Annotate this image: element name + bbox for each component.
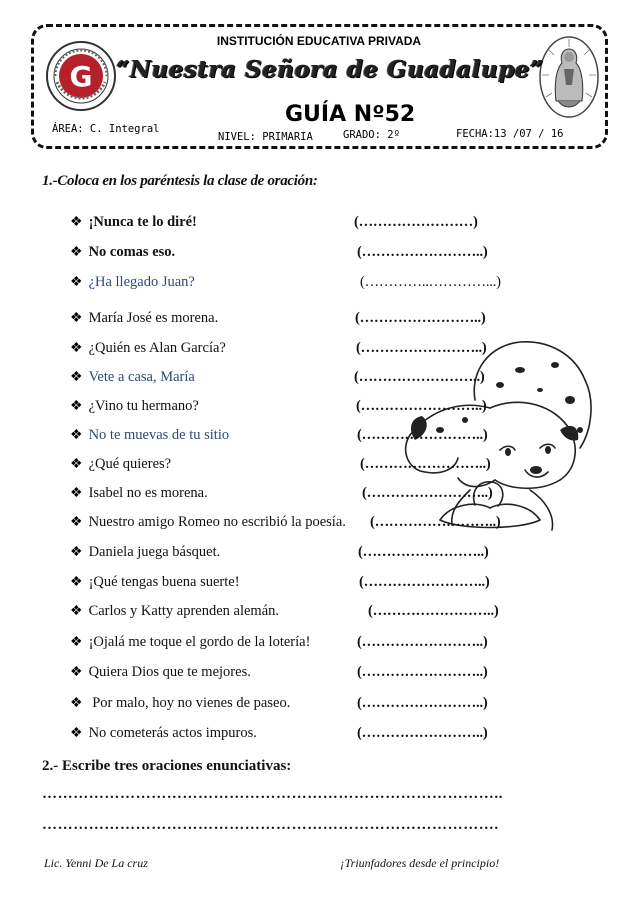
diamond-bullet-icon: ❖ [70, 575, 83, 590]
diamond-bullet-icon: ❖ [70, 245, 83, 260]
answer-blank: (……………………..) [359, 574, 490, 590]
motto: ¡Triunfadores desde el principio! [340, 856, 500, 870]
list-item: ❖ Carlos y Katty aprenden alemán. [70, 603, 280, 619]
answer-blank: (……………………..) [358, 544, 489, 560]
diamond-bullet-icon: ❖ [70, 275, 83, 290]
answer-blank: (……………………..) [357, 244, 488, 260]
list-item: ❖ No comas eso. [70, 244, 176, 260]
list-item: ❖ Vete a casa, María [70, 369, 195, 385]
guide-title: GUÍA Nº52 [285, 102, 416, 127]
diamond-bullet-icon: ❖ [70, 515, 83, 530]
answer-blank: (……………………..) [357, 634, 488, 650]
diamond-bullet-icon: ❖ [70, 635, 83, 650]
list-item: ❖ Quiera Dios que te mejores. [70, 664, 251, 680]
list-item: ❖ ¡Ojalá me toque el gordo de la lotería! [70, 634, 311, 650]
answer-blank: (……………………..) [360, 456, 491, 472]
diamond-bullet-icon: ❖ [70, 215, 83, 230]
answer-blank: (……………………..) [357, 695, 488, 711]
answer-blank: (……………………..) [356, 398, 487, 414]
teacher-name: Lic. Yenni De La cruz [44, 856, 148, 870]
list-item: ❖ ¿Vino tu hermano? [70, 398, 199, 414]
list-item: ❖ ¿Ha llegado Juan? [70, 274, 195, 290]
list-item: ❖ ¡Nunca te lo diré! [70, 214, 197, 230]
answer-blank: (……………………..) [357, 725, 488, 741]
diamond-bullet-icon: ❖ [70, 696, 83, 711]
diamond-bullet-icon: ❖ [70, 665, 83, 680]
list-item: ❖ ¡Qué tengas buena suerte! [70, 574, 240, 590]
writing-line-2: ……………………………………………………………………………. [42, 817, 499, 833]
list-item: ❖ ¿Quién es Alan García? [70, 340, 226, 356]
answer-blank: (……………………..) [354, 369, 485, 385]
answer-blank: (…………..…………...) [360, 274, 501, 290]
answer-blank: (……………………) [354, 214, 478, 230]
date-label: FECHA:13 /07 / 16 [456, 128, 564, 140]
list-item: ❖ María José es morena. [70, 310, 219, 326]
level-label: NIVEL: PRIMARIA [218, 131, 313, 143]
list-item: ❖ ¿Qué quieres? [70, 456, 172, 472]
diamond-bullet-icon: ❖ [70, 311, 83, 326]
diamond-bullet-icon: ❖ [70, 457, 83, 472]
diamond-bullet-icon: ❖ [70, 428, 83, 443]
list-item: ❖ Daniela juega básquet. [70, 544, 221, 560]
diamond-bullet-icon: ❖ [70, 399, 83, 414]
school-name: “Nuestra Señora de Guadalupe” [116, 56, 544, 83]
diamond-bullet-icon: ❖ [70, 370, 83, 385]
section2-title: 2.- Escribe tres oraciones enunciativas: [42, 758, 292, 774]
diamond-bullet-icon: ❖ [70, 341, 83, 356]
answer-blank: (……………………..) [357, 427, 488, 443]
area-label: ÁREA: C. Integral [52, 123, 160, 135]
writing-line-1: …………………………………………………………………………….. [42, 786, 504, 802]
answer-blank: (……………………..) [357, 664, 488, 680]
diamond-bullet-icon: ❖ [70, 486, 83, 501]
section1-title: 1.-Coloca en los paréntesis la clase de oración: [42, 173, 318, 189]
list-item: ❖ No cometerás actos impuros. [70, 725, 257, 741]
institution-name: INSTITUCIÓN EDUCATIVA PRIVADA [216, 34, 422, 48]
diamond-bullet-icon: ❖ [70, 545, 83, 560]
answer-blank: (……………………..) [362, 485, 493, 501]
answer-blank: (……………………..) [370, 514, 501, 530]
list-item: ❖ Nuestro amigo Romeo no escribió la poesía. [70, 514, 346, 530]
logo-letter: G [69, 60, 93, 93]
list-item: ❖ Por malo, hoy no vienes de paseo. [70, 695, 291, 711]
diamond-bullet-icon: ❖ [70, 726, 83, 741]
list-item: ❖ Isabel no es morena. [70, 485, 208, 501]
diamond-bullet-icon: ❖ [70, 604, 83, 619]
grade-label: GRADO: 2º [343, 129, 400, 141]
answer-blank: (……………………..) [368, 603, 499, 619]
answer-blank: (……………………..) [356, 340, 487, 356]
list-item: ❖ No te muevas de tu sitio [70, 427, 230, 443]
answer-blank: (……………………..) [355, 310, 486, 326]
